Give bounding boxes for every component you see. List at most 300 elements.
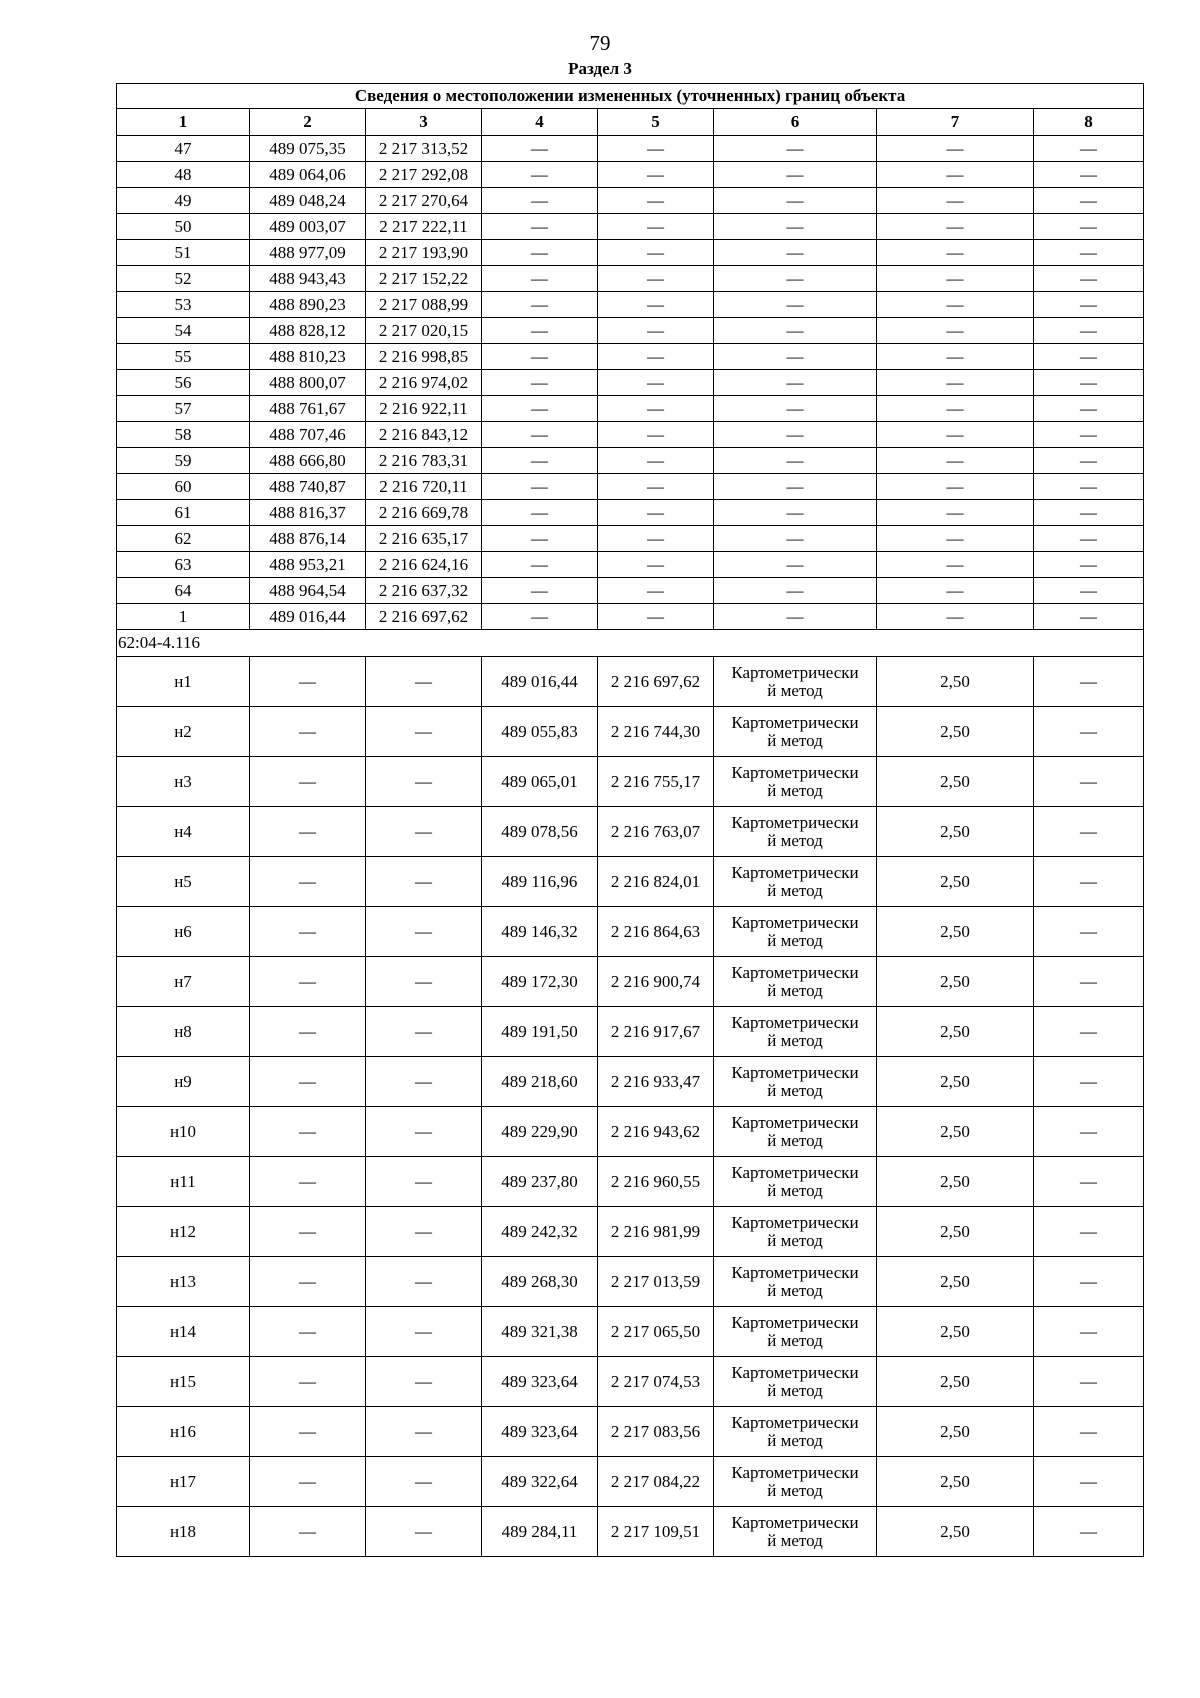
table-cell: 53 [117,292,250,318]
table-cell: 488 740,87 [250,474,366,500]
table-cell: н2 [117,707,250,757]
table-cell: — [366,1457,482,1507]
table-cell: — [1034,657,1144,707]
table-row [117,604,1144,630]
table-cell: 2 216 864,63 [598,907,714,957]
table-row [117,957,1144,1007]
table-cell: 488 876,14 [250,526,366,552]
table-cell: 489 229,90 [482,1107,598,1157]
table-cell: — [482,240,598,266]
table-cell: — [1034,422,1144,448]
table-cell: — [598,188,714,214]
table-row [117,657,1144,707]
table-cell: — [1034,1307,1144,1357]
table-row [117,907,1144,957]
table-cell: — [366,907,482,957]
table-cell: 58 [117,422,250,448]
table-cell: — [366,807,482,857]
table-cell: — [1034,344,1144,370]
table-cell: 2 216 824,01 [598,857,714,907]
table-cell: — [250,1457,366,1507]
table-cell: — [366,1407,482,1457]
table-header-row [117,109,1144,136]
table-cell: — [482,136,598,162]
table-cell: 2 216 697,62 [598,657,714,707]
table-cell: — [250,657,366,707]
table-cell: — [877,188,1034,214]
table-cell: 489 237,80 [482,1157,598,1207]
table-cell: Картометрически й метод [714,1107,877,1157]
table-cell: 2,50 [877,1257,1034,1307]
table-row [117,807,1144,857]
table-cell: — [482,266,598,292]
table-cell: н3 [117,757,250,807]
table-cell: 62 [117,526,250,552]
table-cell: — [877,578,1034,604]
table-cell: 489 055,83 [482,707,598,757]
table-cell: — [1034,266,1144,292]
table-cell: — [877,214,1034,240]
table-cell: 488 666,80 [250,448,366,474]
table-cell: 60 [117,474,250,500]
table-cell: 2 216 744,30 [598,707,714,757]
table-cell: — [1034,396,1144,422]
table-cell: 57 [117,396,250,422]
table-cell: — [250,1157,366,1207]
table-cell: 2,50 [877,1007,1034,1057]
table-cell: — [714,188,877,214]
table-cell: 2 217 088,99 [366,292,482,318]
table-cell: 47 [117,136,250,162]
table-cell: — [1034,1057,1144,1107]
table-cell: 488 890,23 [250,292,366,318]
table-cell: — [482,500,598,526]
table-cell: н13 [117,1257,250,1307]
table-cell: — [366,857,482,907]
table-cell: 2 217 109,51 [598,1507,714,1557]
table-cell: — [250,757,366,807]
table-cell: 2,50 [877,707,1034,757]
table-cell: — [250,707,366,757]
table-cell: 2 217 065,50 [598,1307,714,1357]
table-cell: — [598,214,714,240]
table-cell: 50 [117,214,250,240]
column-header: 4 [482,109,598,136]
table-cell: Картометрически й метод [714,1007,877,1057]
table-cell: — [877,318,1034,344]
table-cell: — [598,474,714,500]
table-row [117,857,1144,907]
table-cell: — [598,266,714,292]
table-cell: 489 322,64 [482,1457,598,1507]
column-header: 8 [1034,109,1144,136]
table-title-row [117,84,1144,109]
table-cell: — [366,957,482,1007]
column-header: 1 [117,109,250,136]
table-row [117,500,1144,526]
table-cell: 488 953,21 [250,552,366,578]
table-cell: — [877,162,1034,188]
table-cell: н10 [117,1107,250,1157]
table-cell: 1 [117,604,250,630]
table-cell: — [714,500,877,526]
table-cell: Картометрически й метод [714,757,877,807]
table-cell: 488 800,07 [250,370,366,396]
table-cell: Картометрически й метод [714,1407,877,1457]
table-cell: 488 761,67 [250,396,366,422]
table-cell: — [877,344,1034,370]
table-cell: 489 078,56 [482,807,598,857]
table-row [117,188,1144,214]
table-row [117,1407,1144,1457]
table-row [117,757,1144,807]
table-cell: 55 [117,344,250,370]
table-cell: 488 964,54 [250,578,366,604]
table-cell: 2 216 624,16 [366,552,482,578]
table-cell: — [714,214,877,240]
table-cell: — [714,552,877,578]
table-cell: — [714,266,877,292]
coordinates-table [116,83,1144,1557]
table-cell: — [877,422,1034,448]
table-cell: — [1034,1507,1144,1557]
table-cell: — [877,292,1034,318]
table-cell: 489 191,50 [482,1007,598,1057]
table-cell: Картометрически й метод [714,857,877,907]
table-cell: — [482,526,598,552]
table-cell: 488 707,46 [250,422,366,448]
table-cell: 489 075,35 [250,136,366,162]
table-cell: 488 943,43 [250,266,366,292]
table-cell: — [714,344,877,370]
table-row [117,1307,1144,1357]
table-cell: — [250,957,366,1007]
table-cell: 2,50 [877,757,1034,807]
table-cell: 488 828,12 [250,318,366,344]
table-cell: — [1034,240,1144,266]
table-row [117,344,1144,370]
table-cell: 2 217 152,22 [366,266,482,292]
table-cell: 2 216 933,47 [598,1057,714,1107]
table-cell: — [1034,370,1144,396]
table-cell: Картометрически й метод [714,1307,877,1357]
table-cell: — [1034,1357,1144,1407]
table-cell: 2 217 270,64 [366,188,482,214]
table-cell: — [366,1207,482,1257]
table-row [117,448,1144,474]
table-cell: — [250,807,366,857]
table-cell: — [1034,552,1144,578]
table-cell: н8 [117,1007,250,1057]
table-cell: н12 [117,1207,250,1257]
table-cell: — [598,604,714,630]
table-cell: 2 217 020,15 [366,318,482,344]
table-cell: н1 [117,657,250,707]
table-row [117,1357,1144,1407]
column-header: 3 [366,109,482,136]
table-cell: — [714,370,877,396]
table-cell: — [1034,907,1144,957]
table-cell: — [482,162,598,188]
table-cell: 2,50 [877,857,1034,907]
table-cell: 2,50 [877,1457,1034,1507]
table-cell: — [250,1357,366,1407]
table-cell: — [1034,318,1144,344]
table-row [117,162,1144,188]
table-cell: н4 [117,807,250,857]
table-cell: — [1034,474,1144,500]
table-cell: 2 217 313,52 [366,136,482,162]
table-cell: — [1034,957,1144,1007]
table-cell: 489 268,30 [482,1257,598,1307]
table-cell: — [1034,448,1144,474]
table-cell: 489 323,64 [482,1407,598,1457]
table-cell: 2 216 922,11 [366,396,482,422]
table-row [117,318,1144,344]
table-cell: — [366,757,482,807]
table-cell: — [714,604,877,630]
table-cell: — [598,136,714,162]
table-row [117,474,1144,500]
table-cell: 2 216 783,31 [366,448,482,474]
table-cell: — [714,448,877,474]
table-cell: — [1034,807,1144,857]
table-cell: — [598,422,714,448]
table-cell: н17 [117,1457,250,1507]
table-cell: 2 216 974,02 [366,370,482,396]
table-title: Сведения о местоположении измененных (уточненных) границ объекта [117,84,1144,109]
table-cell: 52 [117,266,250,292]
table-cell: 2 217 013,59 [598,1257,714,1307]
table-cell: — [877,474,1034,500]
table-cell: — [366,1257,482,1307]
table-cell: 489 116,96 [482,857,598,907]
table-cell: — [366,707,482,757]
table-cell: — [482,578,598,604]
table-row [117,1457,1144,1507]
table-cell: 2 216 755,17 [598,757,714,807]
table-cell: — [1034,1107,1144,1157]
table-cell: — [598,526,714,552]
table-cell: — [598,318,714,344]
section-label: Раздел 3 [568,59,632,78]
table-cell: 2,50 [877,807,1034,857]
table-cell: н18 [117,1507,250,1557]
table-row [117,552,1144,578]
table-cell: — [1034,188,1144,214]
table-cell: 489 064,06 [250,162,366,188]
table-cell: 2,50 [877,1357,1034,1407]
table-cell: 489 016,44 [250,604,366,630]
table-cell: 489 242,32 [482,1207,598,1257]
table-cell: 489 321,38 [482,1307,598,1357]
table-cell: — [598,500,714,526]
table-cell: — [366,1007,482,1057]
table-cell: — [1034,1007,1144,1057]
table-cell: — [714,162,877,188]
table-cell: 2,50 [877,1107,1034,1157]
table-cell: н15 [117,1357,250,1407]
table-cell: 2,50 [877,1507,1034,1557]
table-cell: — [1034,500,1144,526]
table-cell: 2 216 669,78 [366,500,482,526]
table-cell: Картометрически й метод [714,657,877,707]
table-cell: — [482,318,598,344]
table-cell: 2,50 [877,1057,1034,1107]
table-cell: 64 [117,578,250,604]
table-cell: — [1034,857,1144,907]
table-row [117,422,1144,448]
table-cell: 59 [117,448,250,474]
table-cell: — [366,657,482,707]
table-cell: — [714,396,877,422]
table-cell: — [482,552,598,578]
table-cell: — [250,1107,366,1157]
table-cell: 488 816,37 [250,500,366,526]
table-row [117,214,1144,240]
table-cell: 2 216 917,67 [598,1007,714,1057]
table-cell: — [1034,707,1144,757]
table-cell: — [482,448,598,474]
table-row [117,1107,1144,1157]
column-header: 6 [714,109,877,136]
table-cell: — [482,370,598,396]
table-cell: — [1034,1257,1144,1307]
table-cell: 2 217 222,11 [366,214,482,240]
table-cell: 2,50 [877,1307,1034,1357]
table-cell: — [598,448,714,474]
table-cell: 2 216 697,62 [366,604,482,630]
table-cell: — [714,474,877,500]
table-cell: 61 [117,500,250,526]
table-row [117,266,1144,292]
table-cell: — [482,396,598,422]
table-cell: — [877,552,1034,578]
table-row [117,370,1144,396]
table-cell: — [1034,214,1144,240]
table-row [117,136,1144,162]
table-cell: — [714,240,877,266]
table-cell: — [598,162,714,188]
table-cell: 2,50 [877,1157,1034,1207]
table-cell: — [598,396,714,422]
table-cell: — [1034,757,1144,807]
table-cell: — [482,344,598,370]
table-cell: 489 284,11 [482,1507,598,1557]
table-cell: Картометрически й метод [714,1257,877,1307]
table-cell: — [714,136,877,162]
table-cell: 2 216 998,85 [366,344,482,370]
table-cell: 2 216 763,07 [598,807,714,857]
table-cell: 2 216 843,12 [366,422,482,448]
group-label-row [117,630,1144,657]
table-cell: 488 977,09 [250,240,366,266]
table-cell: — [1034,1157,1144,1207]
table-cell: 2 216 943,62 [598,1107,714,1157]
table-cell: н11 [117,1157,250,1207]
table-cell: — [598,240,714,266]
table-cell: — [1034,578,1144,604]
table-cell: 489 146,32 [482,907,598,957]
table-cell: 489 218,60 [482,1057,598,1107]
table-cell: 2,50 [877,657,1034,707]
table-cell: 489 065,01 [482,757,598,807]
table-row [117,240,1144,266]
table-cell: 2 217 193,90 [366,240,482,266]
table-cell: — [598,552,714,578]
table-cell: — [877,448,1034,474]
table-cell: н5 [117,857,250,907]
table-cell: — [714,578,877,604]
table-cell: — [598,578,714,604]
table-cell: — [598,292,714,318]
table-cell: н7 [117,957,250,1007]
table-cell: 51 [117,240,250,266]
group-label: 62:04-4.116 [117,630,1144,657]
table-cell: н16 [117,1407,250,1457]
column-header: 7 [877,109,1034,136]
table-cell: Картометрически й метод [714,1157,877,1207]
table-cell: н9 [117,1057,250,1107]
table-row [117,1157,1144,1207]
table-cell: — [714,318,877,344]
table-cell: — [877,526,1034,552]
table-row [117,1057,1144,1107]
table-cell: 2 216 720,11 [366,474,482,500]
table-cell: — [250,1007,366,1057]
table-cell: 56 [117,370,250,396]
table-cell: — [250,1307,366,1357]
table-cell: 48 [117,162,250,188]
table-cell: Картометрически й метод [714,807,877,857]
table-cell: — [714,422,877,448]
table-cell: — [877,500,1034,526]
table-cell: — [250,857,366,907]
table-cell: 489 003,07 [250,214,366,240]
table-cell: — [482,188,598,214]
table-row [117,1257,1144,1307]
table-cell: — [366,1057,482,1107]
table-cell: 2 216 900,74 [598,957,714,1007]
table-cell: Картометрически й метод [714,1457,877,1507]
table-row [117,1507,1144,1557]
table-cell: 489 048,24 [250,188,366,214]
table-cell: — [714,292,877,318]
table-cell: 63 [117,552,250,578]
column-header: 5 [598,109,714,136]
table-cell: — [250,1407,366,1457]
table-row [117,1007,1144,1057]
table-cell: — [1034,162,1144,188]
table-row [117,578,1144,604]
table-cell: — [877,370,1034,396]
table-cell: — [366,1357,482,1407]
table-cell: — [1034,1207,1144,1257]
table-cell: Картометрически й метод [714,1207,877,1257]
table-cell: 2 216 637,32 [366,578,482,604]
table-cell: — [250,1507,366,1557]
table-cell: 2 217 292,08 [366,162,482,188]
table-cell: 488 810,23 [250,344,366,370]
table-cell: — [877,604,1034,630]
table-cell: 54 [117,318,250,344]
table-cell: 2,50 [877,957,1034,1007]
table-cell: — [598,370,714,396]
table-cell: 489 172,30 [482,957,598,1007]
table-cell: — [598,344,714,370]
table-cell: 2 216 981,99 [598,1207,714,1257]
page-number: 79 [589,31,611,55]
